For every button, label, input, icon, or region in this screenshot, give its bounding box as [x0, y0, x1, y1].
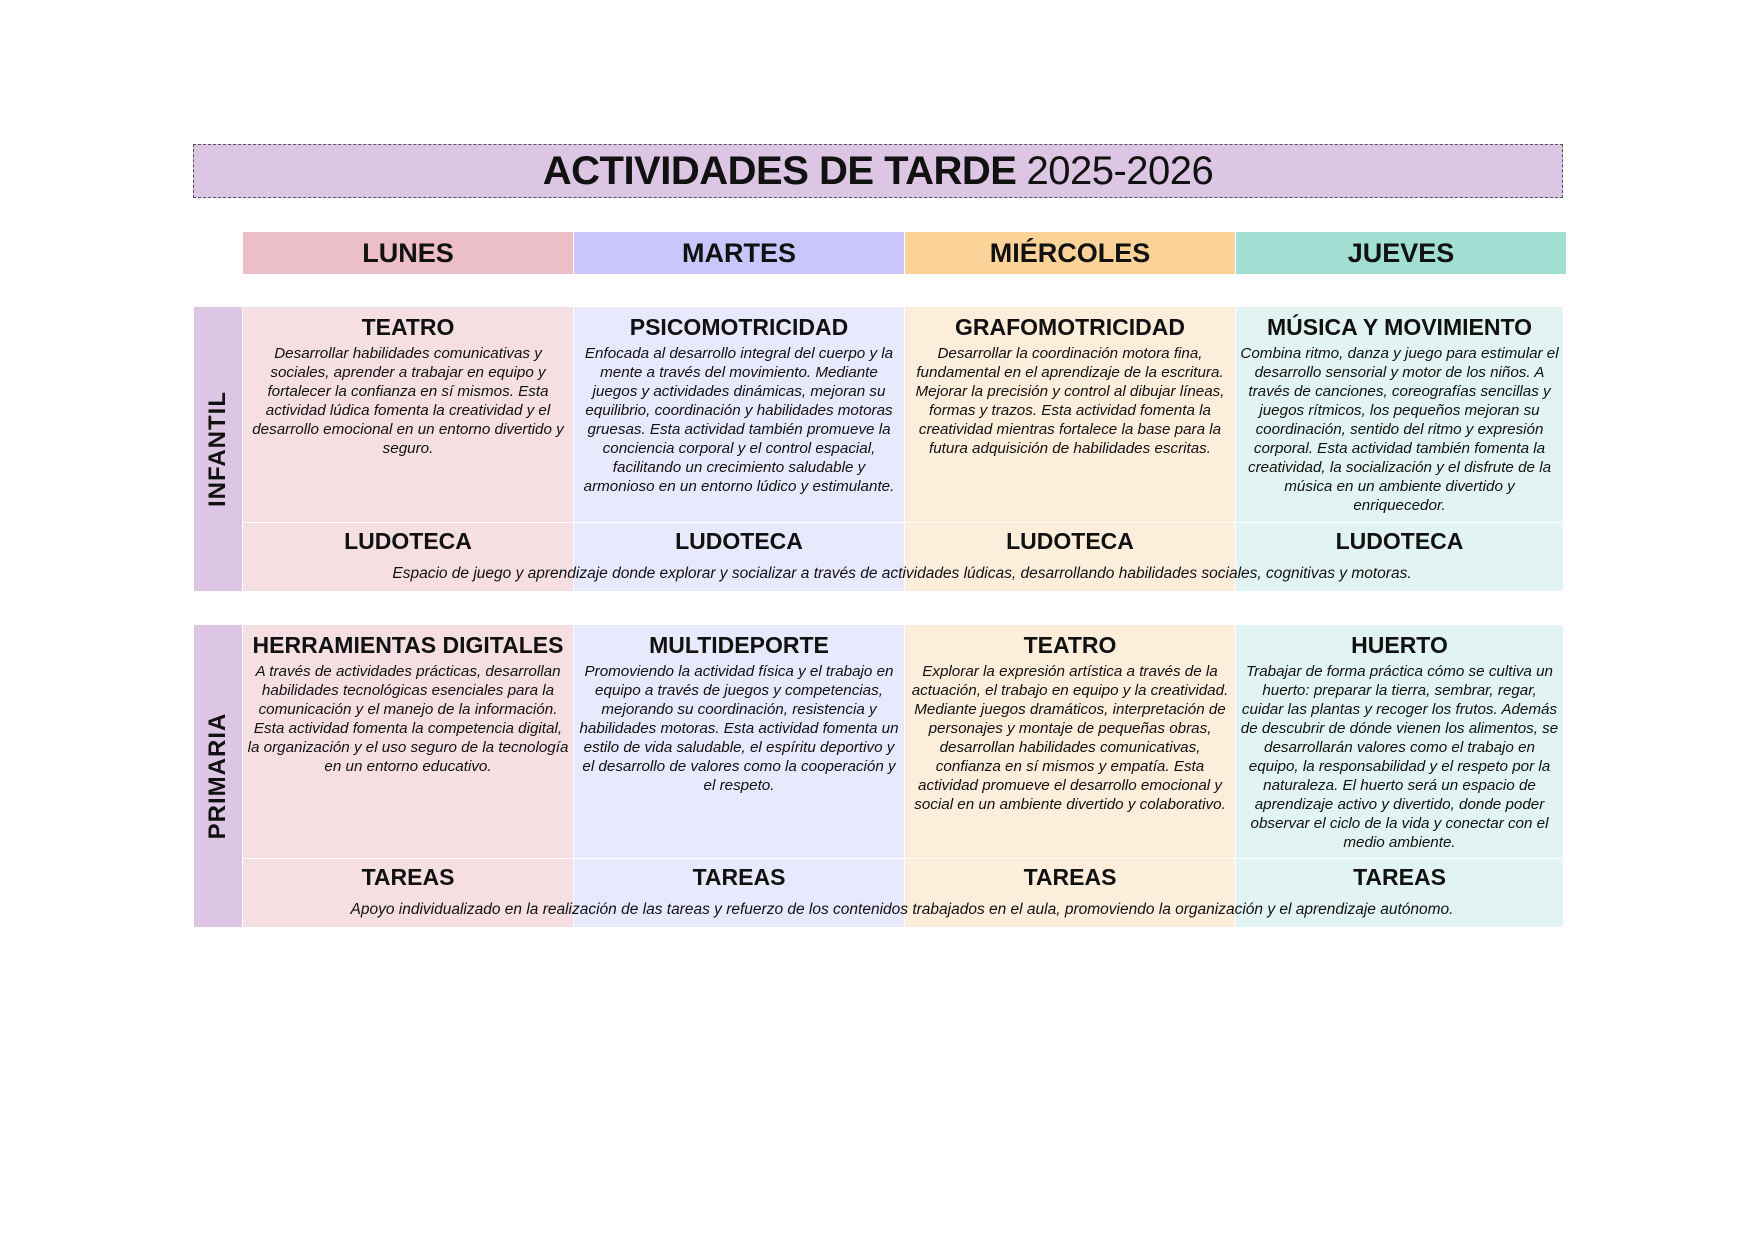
title-year: 2025-2026: [1026, 148, 1214, 193]
tareas-title: TAREAS: [692, 864, 786, 890]
day-header-jueves: JUEVES: [1236, 232, 1566, 274]
ludoteca-title: LUDOTECA: [1006, 528, 1134, 554]
tareas-title: TAREAS: [361, 864, 455, 890]
activity-title: GRAFOMOTRICIDAD: [955, 314, 1185, 340]
activity-title: TEATRO: [361, 314, 455, 340]
activity-description: Trabajar de forma práctica cómo se cultiva un huerto: preparar la tierra, sembrar, regar, cuidar las plantas y recoger los frutos. Además de descubrir de dónde vienen los alimentos, se desarrollarán valores como el trabajo en equipo, la responsabilidad y el respeto por la naturaleza. El huerto será un espacio de aprendizaje activo y divertido, donde poder observar el ciclo de la vida y conectar con el medio ambiente.: [1240, 663, 1559, 851]
ludoteca-title: LUDOTECA: [344, 528, 472, 554]
activity-title: HERRAMIENTAS DIGITALES: [252, 632, 564, 658]
activity-title: MÚSICA Y MOVIMIENTO: [1267, 314, 1532, 340]
tareas-title: TAREAS: [1353, 864, 1446, 890]
infantil-activity-martes: [574, 307, 904, 522]
ludoteca-title: LUDOTECA: [675, 528, 803, 554]
day-header-martes: MARTES: [574, 232, 904, 274]
tareas-description: Apoyo individualizado en la realización de las tareas y refuerzo de los contenidos trabajados en el aula, promoviendo la organización y el aprendizaje autónomo.: [350, 901, 1454, 918]
section-label-infantil: [194, 307, 242, 591]
section-label-primaria: [194, 625, 242, 927]
activity-description: Combina ritmo, danza y juego para estimular el desarrollo sensorial y motor de los niños. A través de canciones, coreografías sencillas y juegos rítmicos, los pequeños mejoran su coordinación, sentido del ritmo y expresión corporal. Esta actividad también fomenta la creatividad, la socialización y el disfrute de la música en un ambiente divertido y enriquecedor.: [1240, 345, 1559, 514]
primaria-activity-martes: [574, 625, 904, 858]
infantil-activity-jueves: [1236, 307, 1563, 522]
activity-description: Enfocada al desarrollo integral del cuerpo y la mente a través del movimiento. Mediante juegos y actividades dinámicas, mejoran su equilibrio, coordinación y habilidades motoras gruesas. Esta actividad también promueve la conciencia corporal y el control espacial, facilitando un crecimiento saludable y armonioso en un entorno lúdico y estimulante.: [583, 345, 895, 495]
primaria-activity-jueves: [1236, 625, 1563, 858]
tareas-title: TAREAS: [1023, 864, 1117, 890]
ludoteca-title: LUDOTECA: [1335, 528, 1464, 554]
day-header-miercoles: MIÉRCOLES: [905, 232, 1235, 274]
activity-title: HUERTO: [1351, 632, 1448, 658]
title-main: ACTIVIDADES DE TARDE: [542, 148, 1017, 193]
infantil-label: INFANTIL: [204, 391, 231, 507]
primaria-activity-lunes: [243, 625, 573, 858]
activity-title: MULTIDEPORTE: [649, 632, 829, 658]
page-title: [193, 144, 1563, 198]
primaria-label: PRIMARIA: [204, 712, 231, 840]
activity-description: Explorar la expresión artística a través de la actuación, el trabajo en equipo y la creatividad. Mediante juegos dramáticos, interpretación de personajes y montaje de pequeñas obras, desarrollan habilidades comunicativas, confianza en sí mismos y empatía. Esta actividad promueve el desarrollo emocional y social en un ambiente divertido y colaborativo.: [911, 663, 1229, 813]
ludoteca-description: Espacio de juego y aprendizaje donde explorar y socializar a través de actividades lúdicas, desarrollando habilidades sociales, cognitivas y motoras.: [392, 565, 1412, 582]
infantil-activity-lunes: [243, 307, 573, 522]
activity-title: TEATRO: [1023, 632, 1117, 658]
activity-description: A través de actividades prácticas, desarrollan habilidades tecnológicas esenciales para la comunicación y el manejo de la información. Esta actividad fomenta la competencia digital, la organización y el uso seguro de la tecnología en un entorno educativo.: [247, 663, 569, 775]
infantil-activity-miercoles: [905, 307, 1235, 522]
activity-description: Desarrollar habilidades comunicativas y sociales, aprender a trabajar en equipo y fortalecer la confianza en sí mismos. Esta actividad lúdica fomenta la creatividad y el desarrollo emocional en un entorno divertido y seguro.: [252, 345, 564, 457]
day-header-lunes: LUNES: [243, 232, 573, 274]
activity-title: PSICOMOTRICIDAD: [629, 314, 849, 340]
primaria-activity-miercoles: [905, 625, 1235, 858]
activity-description: Desarrollar la coordinación motora fina, fundamental en el aprendizaje de la escritura. Mejorar la precisión y control al dibujar líneas, formas y trazos. Esta actividad fomenta la creatividad mientras fortalece la base para la futura adquisición de habilidades escritas.: [915, 345, 1225, 457]
activity-description: Promoviendo la actividad física y el trabajo en equipo a través de juegos y competencias, mejorando su coordinación, resistencia y habilidades motoras. Esta actividad fomenta un estilo de vida saludable, el espíritu deportivo y el desarrollo de valores como la cooperación y el respeto.: [579, 663, 899, 794]
